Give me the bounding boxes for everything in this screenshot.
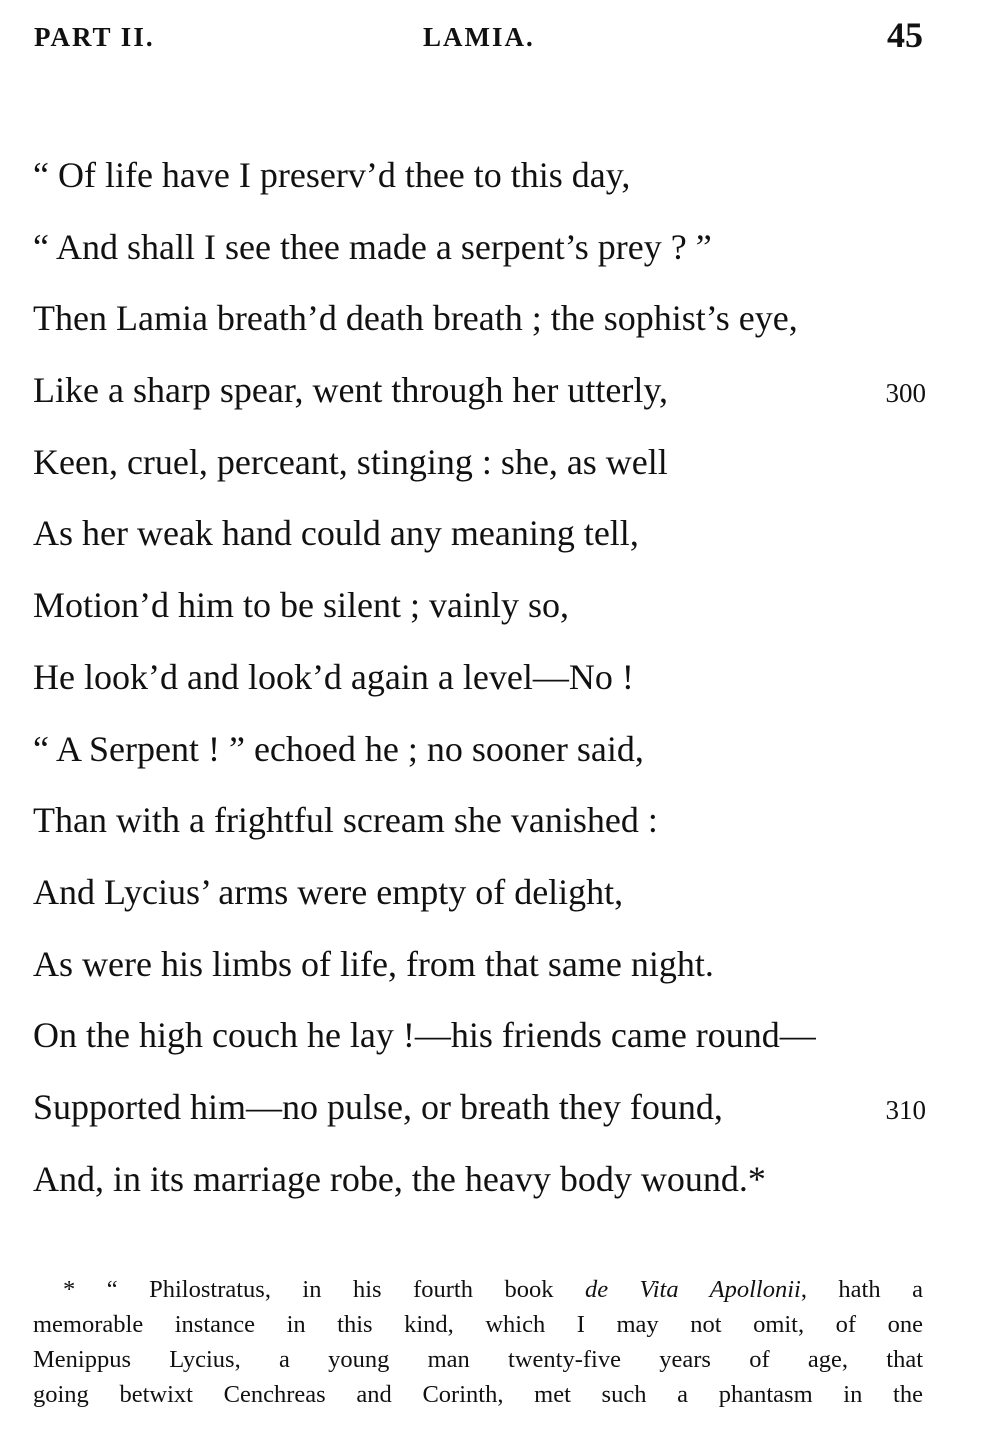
- poem-line: [33, 650, 933, 722]
- poem-line-text: Then Lamia breath’d death breath ; the sophist’s eye,: [33, 298, 798, 339]
- poem-line-text: “ And shall I see thee made a serpent’s prey ? ”: [33, 226, 712, 267]
- poem-line-text: As were his limbs of life, from that same night.: [33, 943, 714, 984]
- poem-line-text: Keen, cruel, perceant, stinging : she, as well: [33, 441, 668, 482]
- poem-line: [33, 363, 933, 435]
- footnote-book-title: de Vita Apollonii: [584, 1276, 801, 1303]
- poem-line-text: Like a sharp spear, went through her utterly,: [33, 370, 669, 411]
- poem-line-text: And, in its marriage robe, the heavy body wound.*: [33, 1158, 766, 1199]
- poem-line: [33, 148, 933, 220]
- line-number: 300: [885, 378, 926, 409]
- poem-line: [33, 1080, 933, 1152]
- poem-line-text: On the high couch he lay !—his friends came round—: [33, 1015, 816, 1056]
- running-head: [0, 14, 985, 64]
- poem-line: [33, 722, 933, 794]
- poem-line: [33, 865, 933, 937]
- poem-line: [33, 1152, 933, 1224]
- footnote-text: * “ Philostratus, in his fourth book: [63, 1276, 585, 1303]
- poem-line-text: Than with a frightful scream she vanished :: [33, 800, 658, 841]
- footnote-line: going betwixt Cenchreas and Corinth, met such a phantasm in the: [33, 1381, 923, 1408]
- footnote-line: Menippus Lycius, a young man twenty-five years of age, that: [33, 1346, 923, 1373]
- footnote: [33, 1272, 923, 1412]
- poem-line: [33, 937, 933, 1009]
- running-title: LAMIA.: [423, 22, 535, 52]
- poem-line-text: “ A Serpent ! ” echoed he ; no sooner said,: [33, 728, 644, 769]
- poem-line: [33, 435, 933, 507]
- poem-line: [33, 578, 933, 650]
- poem-line-text: As her weak hand could any meaning tell,: [33, 513, 639, 554]
- poem-line-text: Motion’d him to be silent ; vainly so,: [33, 585, 569, 626]
- poem-line: [33, 793, 933, 865]
- poem-line: [33, 1008, 933, 1080]
- footnote-text: , hath a: [800, 1276, 923, 1303]
- poem-line: [33, 506, 933, 578]
- part-label: PART II.: [34, 22, 155, 52]
- poem-line-text: “ Of life have I preserv’d thee to this day,: [33, 155, 631, 195]
- poem-line: [33, 220, 933, 292]
- poem-line-text: Supported him—no pulse, or breath they found,: [33, 1086, 723, 1127]
- footnote-line: [33, 1272, 923, 1307]
- poem-line: [33, 291, 933, 363]
- footnote-line: memorable instance in this kind, which I may not omit, of one: [33, 1311, 923, 1338]
- line-number: 310: [885, 1094, 926, 1125]
- poem-line-text: He look’d and look’d again a level—No !: [33, 656, 634, 697]
- poem-line-text: And Lycius’ arms were empty of delight,: [33, 871, 624, 912]
- poem-body: [33, 148, 933, 1223]
- page-number: 45: [887, 15, 923, 55]
